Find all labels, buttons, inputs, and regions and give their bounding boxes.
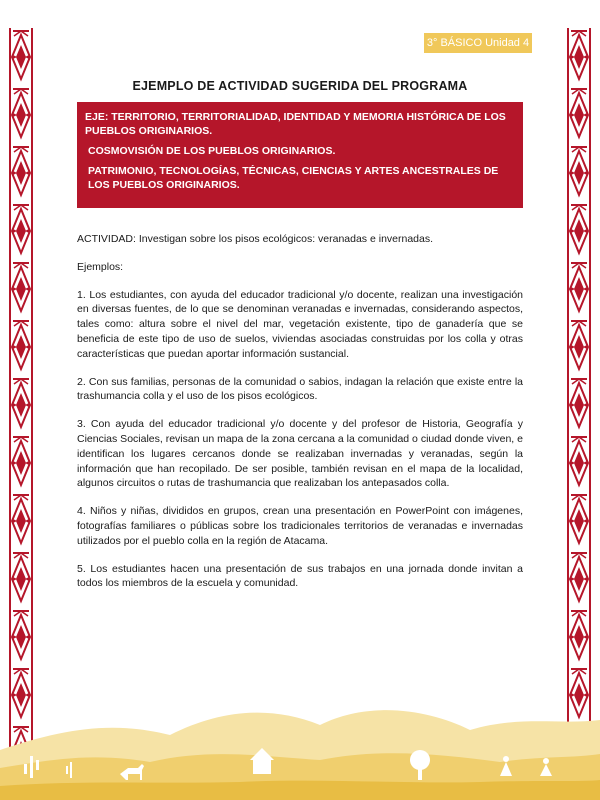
grade-badge: 3° BÁSICO Unidad 4 — [424, 33, 532, 53]
andean-pattern-left — [8, 28, 34, 752]
example-item: 4. Niños y niñas, divididos en grupos, crean una presentación en PowerPoint con imágenes, fotografías familiares o públicas sobre los tradicionales territorios de veranadas e invernadas utilizados por el pueblo colla en la región de Atacama. — [77, 505, 523, 547]
example-item: 3. Con ayuda del educador tradicional y/o docente y del profesor de Historia, Geografía y Ciencias Sociales, revisan un mapa de la zona cercana a la comunidad o ciudad donde viven, e identifican los lugares cercanos donde se realizaban invernadas y veranadas, según la información que han recopilado. De ser posible, también revisan en el mapa de la localidad, algunos circuitos o rutas de trashumancia que realizaban los antepasados colla. — [77, 418, 523, 490]
examples-heading: Ejemplos: — [77, 260, 124, 273]
example-item: 5. Los estudiantes hacen una presentación de sus trabajos en una jornada donde invitan a todos los miembros de la escuela y comunidad. — [77, 562, 523, 590]
activity-statement: ACTIVIDAD: Investigan sobre los pisos ecológicos: veranadas e invernadas. — [77, 233, 434, 245]
example-item: 2. Con sus familias, personas de la comunidad o sabios, indagan la relación que existe entre la trashumancia colla y el uso de los pisos ecológicos. — [77, 375, 523, 403]
page-title: EJEMPLO DE ACTIVIDAD SUGERIDA DEL PROGRAMA — [132, 79, 468, 93]
decorative-border-right — [566, 28, 592, 752]
eje-line: PATRIMONIO, TECNOLOGÍAS, TÉCNICAS, CIENCIAS Y ARTES ANCESTRALES DE LOS PUEBLOS ORIGINARIOS. — [88, 165, 499, 191]
eje-box — [77, 102, 523, 208]
eje-line: COSMOVISIÓN DE LOS PUEBLOS ORIGINARIOS. — [88, 145, 336, 157]
landscape-silhouette — [0, 690, 600, 800]
example-item: 1. Los estudiantes, con ayuda del educador tradicional y/o docente, realizan una investigación en diversas fuentes, de lo que se denominan veranadas e invernadas, considerando aspectos, tales como: altura sobre el nivel del mar, vegetación existente, tipo de ganadería que se beneficia de este tipo de uso de suelos, viviendas asociadas construidas por los colla y otras características que puedan aportar información sustancial. — [77, 288, 523, 360]
eje-line: EJE: TERRITORIO, TERRITORIALIDAD, IDENTIDAD Y MEMORIA HISTÓRICA DE LOS PUEBLOS ORIGINARIOS. — [85, 111, 506, 137]
activity-content — [77, 232, 523, 604]
andean-pattern-right — [566, 28, 592, 752]
decorative-border-left — [8, 28, 34, 752]
footer-illustration — [0, 690, 600, 800]
